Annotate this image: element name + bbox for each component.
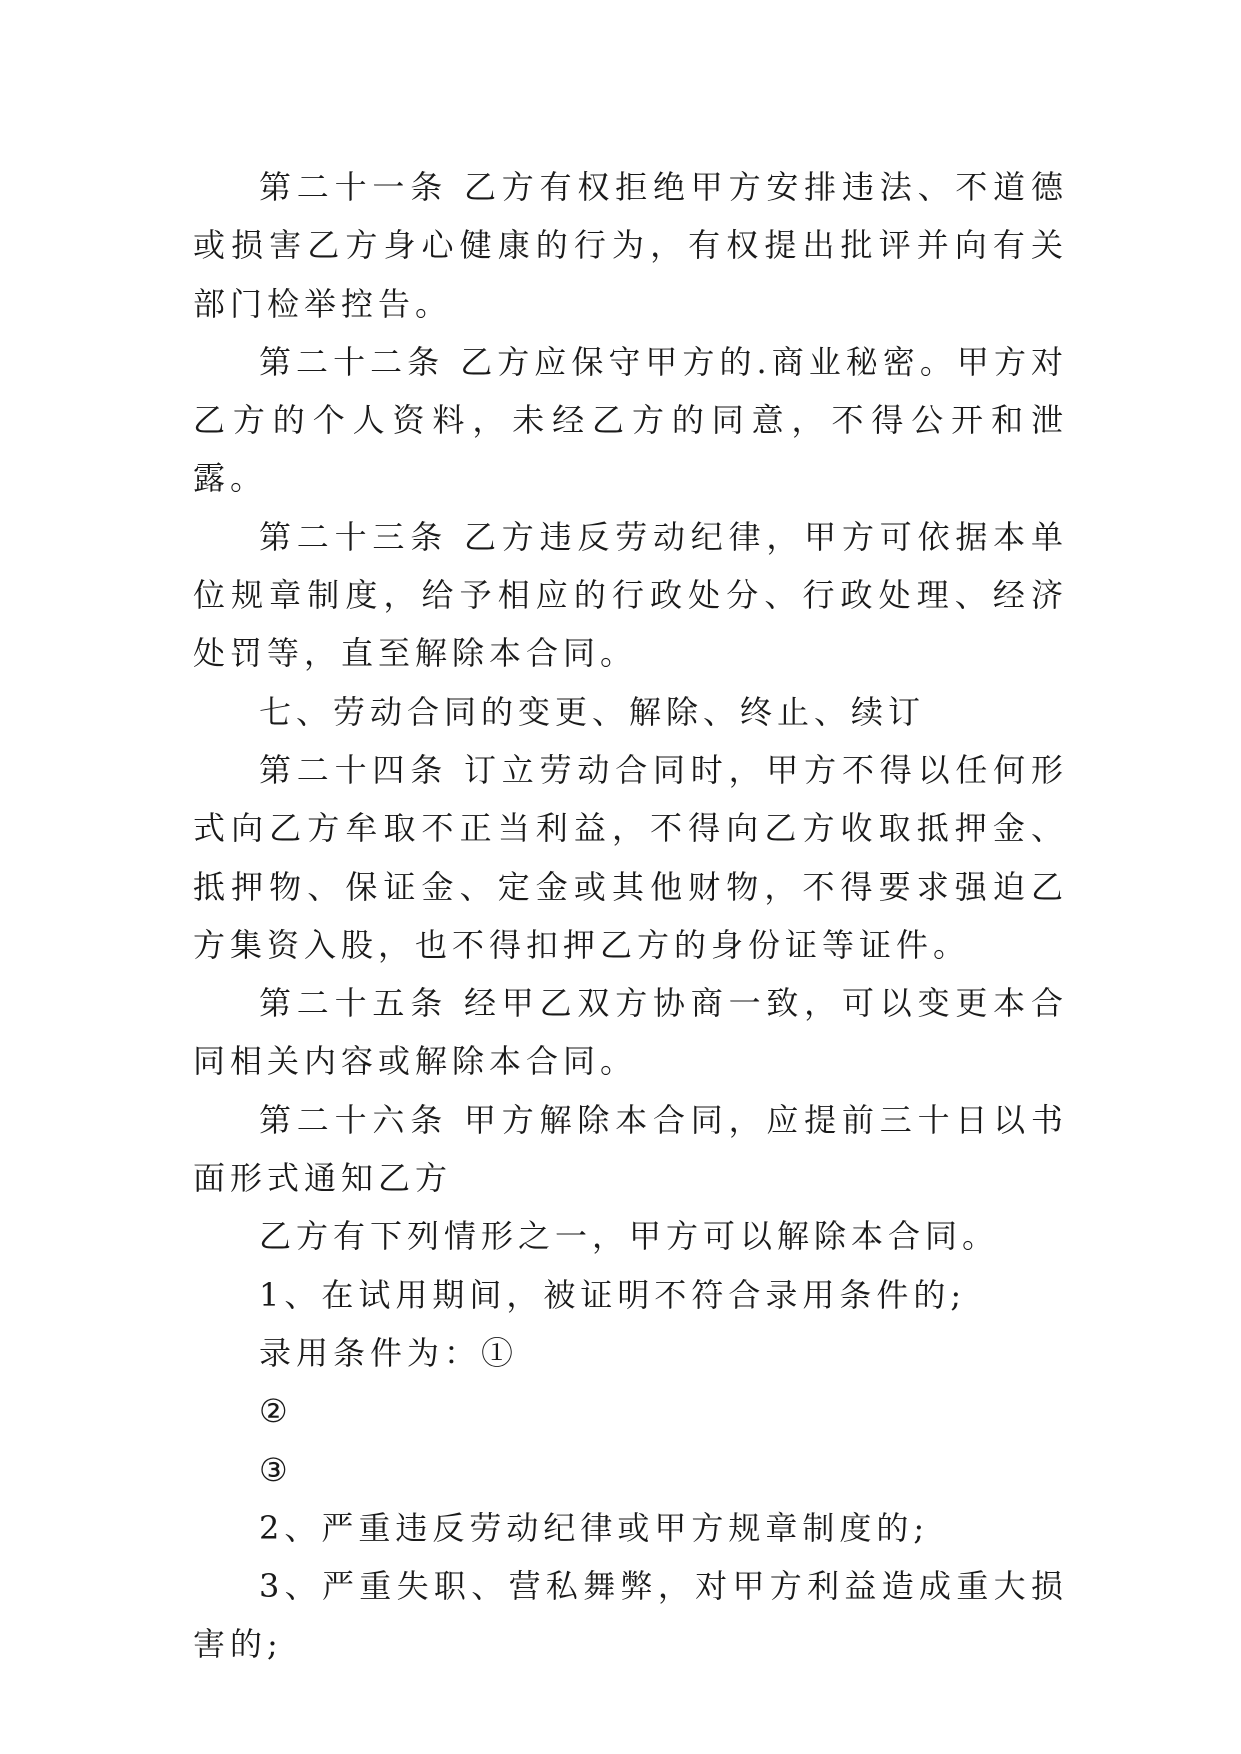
list-item: [193, 1266, 1068, 1324]
article-heading: 第二十四条: [259, 750, 448, 789]
article-text: 乙方有权拒绝甲方安排违法、不道德或损害乙方身心健康的行为，有权提出批评并向有关部门检举控告。: [193, 168, 1068, 323]
article-heading: 第二十一条: [259, 168, 448, 206]
article-26: [193, 1091, 1068, 1208]
article-22: [193, 333, 1068, 508]
section-heading-text: 七、劳动合同的变更、解除、终止、续订: [259, 692, 926, 731]
list-item: [193, 1557, 1068, 1674]
list-item-text: ③: [259, 1450, 293, 1489]
paragraph-text: 乙方有下列情形之一，甲方可以解除本合同。: [259, 1217, 1000, 1256]
article-21: [193, 158, 1068, 333]
list-item: [193, 1499, 1068, 1557]
article-heading: 第二十三条: [259, 517, 448, 556]
list-item-text: ②: [259, 1392, 293, 1431]
list-item-text: 1、在试用期间，被证明不符合录用条件的;: [259, 1275, 967, 1314]
list-item-text: 录用条件为：①: [259, 1333, 519, 1372]
list-item-text: 3、严重失职、营私舞弊，对甲方利益造成重大损害的;: [193, 1567, 1068, 1664]
article-text: 乙方违反劳动纪律，甲方可依据本单位规章制度，给予相应的行政处分、行政处理、经济处罚等，直至解除本合同。: [193, 517, 1068, 673]
article-heading: 第二十二条: [259, 342, 445, 381]
list-item: [193, 1324, 1068, 1382]
article-heading: 第二十六条: [259, 1100, 448, 1139]
section-heading: [193, 683, 1068, 741]
document-body: [193, 158, 1068, 1674]
article-heading: 第二十五条: [259, 984, 448, 1023]
list-item: [193, 1441, 1068, 1499]
article-25: [193, 974, 1068, 1091]
list-item-text: 2、严重违反劳动纪律或甲方规章制度的;: [259, 1508, 930, 1547]
article-24: [193, 741, 1068, 974]
article-text: 甲方解除本合同，应提前三十日以书面形式通知乙方: [193, 1100, 1068, 1198]
paragraph: [193, 1207, 1068, 1265]
list-item: [193, 1382, 1068, 1440]
article-text: 订立劳动合同时，甲方不得以任何形式向乙方牟取不正当利益，不得向乙方收取抵押金、抵押物、保证金、定金或其他财物，不得要求强迫乙方集资入股，也不得扣押乙方的身份证等证件。: [193, 750, 1068, 964]
article-23: [193, 508, 1068, 683]
article-text: 乙方应保守甲方的.商业秘密。甲方对乙方的个人资料，未经乙方的同意，不得公开和泄露。: [193, 342, 1068, 498]
article-text: 经甲乙双方协商一致，可以变更本合同相关内容或解除本合同。: [193, 984, 1068, 1081]
